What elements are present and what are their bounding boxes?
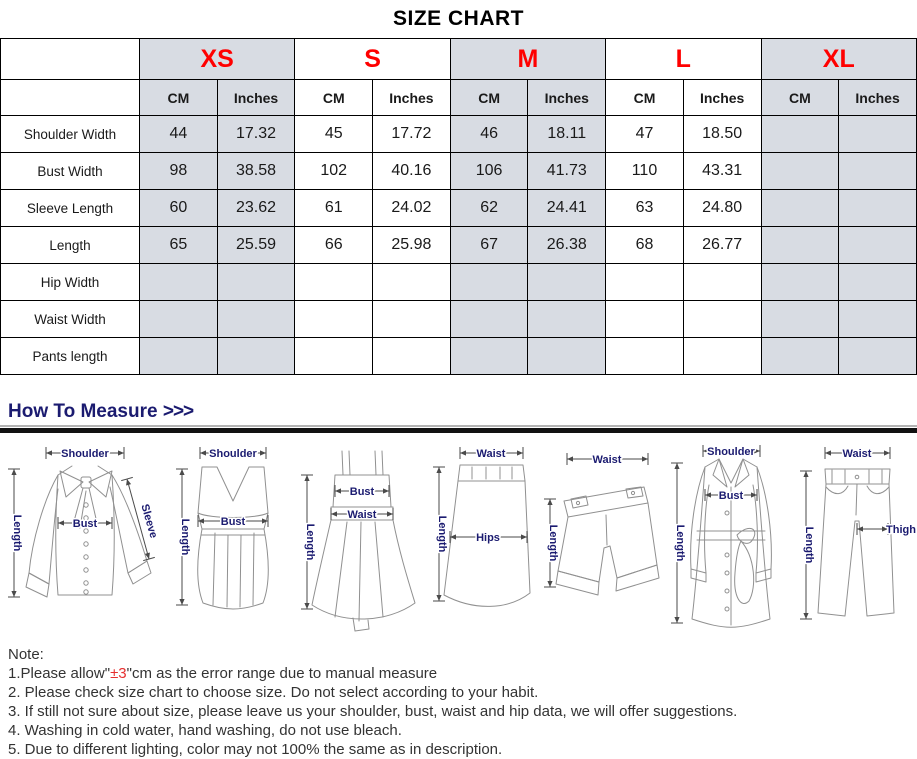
value-cell xyxy=(606,338,684,375)
value-cell xyxy=(839,301,917,338)
label-bust: Bust xyxy=(718,490,744,502)
corner-cell xyxy=(1,80,140,116)
value-cell: 68 xyxy=(606,227,684,264)
unit-header-inches: Inches xyxy=(683,80,761,116)
value-cell xyxy=(217,338,295,375)
unit-header-cm: CM xyxy=(761,80,839,116)
note-line-2: 2. Please check size chart to choose size. Do not select according to your habit. xyxy=(8,684,539,701)
value-cell: 24.80 xyxy=(683,190,761,227)
value-cell: 63 xyxy=(606,190,684,227)
value-cell xyxy=(140,301,218,338)
value-cell xyxy=(761,116,839,153)
row-label: Pants length xyxy=(1,338,140,375)
unit-header-inches: Inches xyxy=(217,80,295,116)
value-cell xyxy=(528,301,606,338)
label-length: Length xyxy=(11,514,23,552)
value-cell: 26.38 xyxy=(528,227,606,264)
value-cell: 43.31 xyxy=(683,153,761,190)
value-cell xyxy=(761,301,839,338)
value-cell: 60 xyxy=(140,190,218,227)
note-line-4: 4. Washing in cold water, hand washing, do not use bleach. xyxy=(8,722,402,739)
value-cell: 98 xyxy=(140,153,218,190)
value-cell: 41.73 xyxy=(528,153,606,190)
size-header-row xyxy=(1,39,917,80)
label-waist: Waist xyxy=(476,448,506,460)
table-row xyxy=(1,153,917,190)
label-length: Length xyxy=(304,523,316,561)
value-cell: 38.58 xyxy=(217,153,295,190)
value-cell: 65 xyxy=(140,227,218,264)
table-row xyxy=(1,116,917,153)
measure-arrow xyxy=(857,523,888,535)
row-label: Bust Width xyxy=(1,153,140,190)
value-cell xyxy=(839,190,917,227)
value-cell xyxy=(450,264,528,301)
label-bust: Bust xyxy=(349,486,375,498)
value-cell: 67 xyxy=(450,227,528,264)
table-row xyxy=(1,190,917,227)
value-cell xyxy=(761,153,839,190)
value-cell xyxy=(140,264,218,301)
value-cell xyxy=(528,264,606,301)
value-cell xyxy=(839,116,917,153)
label-length: Length xyxy=(803,526,815,564)
row-label: Hip Width xyxy=(1,264,140,301)
value-cell xyxy=(217,301,295,338)
unit-header-inches: Inches xyxy=(528,80,606,116)
table-row xyxy=(1,338,917,375)
label-length: Length xyxy=(179,518,191,556)
value-cell xyxy=(450,338,528,375)
value-cell xyxy=(839,227,917,264)
page-title: SIZE CHART xyxy=(393,7,524,30)
size-col-header-l: L xyxy=(606,39,761,80)
value-cell xyxy=(373,264,451,301)
value-cell xyxy=(683,264,761,301)
value-cell xyxy=(217,264,295,301)
value-cell: 17.72 xyxy=(373,116,451,153)
note-line-5: 5. Due to different lighting, color may not 100% the same as in description. xyxy=(8,741,503,758)
value-cell xyxy=(839,153,917,190)
unit-header-inches: Inches xyxy=(373,80,451,116)
note-heading: Note: xyxy=(8,646,44,663)
value-cell xyxy=(839,264,917,301)
label-waist: Waist xyxy=(592,454,622,466)
value-cell xyxy=(761,227,839,264)
value-cell: 18.11 xyxy=(528,116,606,153)
value-cell: 24.02 xyxy=(373,190,451,227)
value-cell xyxy=(761,264,839,301)
tolerance-value: ±3 xyxy=(110,665,127,682)
value-cell: 40.16 xyxy=(373,153,451,190)
section-divider xyxy=(0,425,917,433)
unit-header-row xyxy=(1,80,917,116)
corner-cell xyxy=(1,39,140,80)
value-cell xyxy=(295,301,373,338)
label-waist: Waist xyxy=(347,509,377,521)
figure-top xyxy=(170,437,295,637)
value-cell: 23.62 xyxy=(217,190,295,227)
unit-header-cm: CM xyxy=(295,80,373,116)
value-cell: 26.77 xyxy=(683,227,761,264)
value-cell xyxy=(295,338,373,375)
row-label: Shoulder Width xyxy=(1,116,140,153)
row-label: Sleeve Length xyxy=(1,190,140,227)
how-to-measure-heading xyxy=(8,402,917,422)
value-cell: 46 xyxy=(450,116,528,153)
value-cell: 47 xyxy=(606,116,684,153)
measure-figures xyxy=(0,437,917,639)
value-cell xyxy=(761,190,839,227)
row-label: Waist Width xyxy=(1,301,140,338)
figure-coat xyxy=(665,437,795,637)
notes-section xyxy=(8,645,917,759)
table-row xyxy=(1,301,917,338)
label-length: Length xyxy=(436,515,448,553)
table-row xyxy=(1,227,917,264)
label-bust: Bust xyxy=(72,518,98,530)
how-to-measure-label: How To Measure xyxy=(8,401,158,422)
figure-dress xyxy=(295,437,430,637)
label-waist: Waist xyxy=(842,448,872,460)
label-thigh: Thigh xyxy=(886,524,916,536)
label-hips: Hips xyxy=(476,532,500,544)
value-cell: 66 xyxy=(295,227,373,264)
value-cell: 110 xyxy=(606,153,684,190)
unit-header-cm: CM xyxy=(606,80,684,116)
value-cell: 25.59 xyxy=(217,227,295,264)
note-line-1 xyxy=(8,664,917,683)
chevrons-icon: >>> xyxy=(162,401,194,422)
value-cell: 102 xyxy=(295,153,373,190)
note-line-3: 3. If still not sure about size, please leave us your shoulder, bust, waist and hip data, we will offer suggestions. xyxy=(8,703,738,720)
value-cell: 61 xyxy=(295,190,373,227)
value-cell xyxy=(373,338,451,375)
figure-blouse xyxy=(0,437,170,637)
value-cell: 45 xyxy=(295,116,373,153)
value-cell: 24.41 xyxy=(528,190,606,227)
row-label: Length xyxy=(1,227,140,264)
value-cell xyxy=(295,264,373,301)
label-shoulder: Shoulder xyxy=(707,446,755,458)
size-col-header-s: S xyxy=(295,39,450,80)
value-cell xyxy=(450,301,528,338)
unit-header-inches: Inches xyxy=(839,80,917,116)
unit-header-cm: CM xyxy=(140,80,218,116)
value-cell xyxy=(839,338,917,375)
note-1-pre: 1.Please allow" xyxy=(8,665,111,682)
value-cell: 25.98 xyxy=(373,227,451,264)
value-cell: 17.32 xyxy=(217,116,295,153)
value-cell xyxy=(606,264,684,301)
value-cell: 18.50 xyxy=(683,116,761,153)
size-table xyxy=(0,38,917,375)
value-cell: 106 xyxy=(450,153,528,190)
size-col-header-xl: XL xyxy=(761,39,917,80)
table-row xyxy=(1,264,917,301)
label-length: Length xyxy=(674,524,686,562)
value-cell xyxy=(683,301,761,338)
value-cell xyxy=(373,301,451,338)
unit-header-cm: CM xyxy=(450,80,528,116)
value-cell xyxy=(606,301,684,338)
value-cell xyxy=(761,338,839,375)
value-cell: 44 xyxy=(140,116,218,153)
size-col-header-m: M xyxy=(450,39,605,80)
size-col-header-xs: XS xyxy=(140,39,295,80)
label-shoulder: Shoulder xyxy=(61,448,109,460)
figure-pants xyxy=(795,437,917,637)
label-shoulder: Shoulder xyxy=(209,448,257,460)
note-1-post: "cm as the error range due to manual measure xyxy=(126,665,438,682)
label-length: Length xyxy=(547,524,559,562)
value-cell xyxy=(528,338,606,375)
figure-shorts xyxy=(540,437,665,637)
value-cell xyxy=(683,338,761,375)
figure-skirt xyxy=(430,437,540,637)
value-cell xyxy=(140,338,218,375)
label-sleeve: Sleeve xyxy=(138,502,160,540)
value-cell: 62 xyxy=(450,190,528,227)
label-bust: Bust xyxy=(220,516,246,528)
